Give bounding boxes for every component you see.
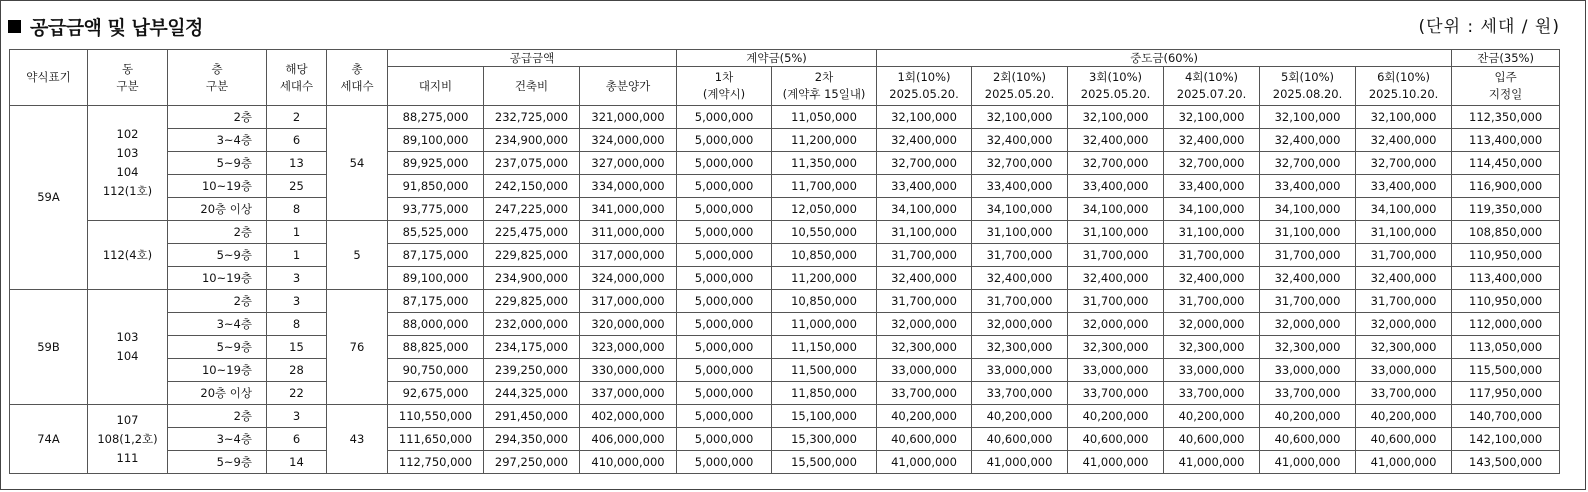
floor-cell: 5~9층 — [168, 152, 267, 175]
amount-cell: 32,100,000 — [1068, 106, 1164, 129]
amount-cell: 119,350,000 — [1452, 198, 1560, 221]
amount-cell: 32,100,000 — [1164, 106, 1260, 129]
amount-cell: 41,000,000 — [1164, 451, 1260, 474]
amount-cell: 89,100,000 — [388, 267, 484, 290]
type-cell: 74A — [10, 405, 88, 474]
amount-cell: 110,950,000 — [1452, 244, 1560, 267]
amount-cell: 85,525,000 — [388, 221, 484, 244]
amount-cell: 32,700,000 — [1260, 152, 1356, 175]
amount-cell: 32,400,000 — [972, 267, 1068, 290]
amount-cell: 110,550,000 — [388, 405, 484, 428]
amount-cell: 33,700,000 — [877, 382, 972, 405]
units-cell: 13 — [267, 152, 327, 175]
amount-cell: 33,000,000 — [1260, 359, 1356, 382]
amount-cell: 320,000,000 — [580, 313, 677, 336]
amount-cell: 234,900,000 — [484, 129, 580, 152]
table-row — [10, 313, 1560, 336]
amount-cell: 31,100,000 — [972, 221, 1068, 244]
amount-cell: 40,600,000 — [972, 428, 1068, 451]
amount-cell: 32,300,000 — [1164, 336, 1260, 359]
amount-cell: 115,500,000 — [1452, 359, 1560, 382]
amount-cell: 32,400,000 — [1260, 267, 1356, 290]
amount-cell: 5,000,000 — [677, 359, 772, 382]
amount-cell: 33,700,000 — [1164, 382, 1260, 405]
amount-cell: 31,100,000 — [1068, 221, 1164, 244]
amount-cell: 31,700,000 — [1164, 290, 1260, 313]
amount-cell: 92,675,000 — [388, 382, 484, 405]
amount-cell: 33,700,000 — [1068, 382, 1164, 405]
units-cell: 28 — [267, 359, 327, 382]
floor-cell: 3~4층 — [168, 428, 267, 451]
amount-cell: 33,400,000 — [1356, 175, 1452, 198]
amount-cell: 33,700,000 — [1356, 382, 1452, 405]
amount-cell: 32,400,000 — [972, 129, 1068, 152]
floor-cell: 2층 — [168, 221, 267, 244]
amount-cell: 5,000,000 — [677, 313, 772, 336]
floor-cell: 10~19층 — [168, 175, 267, 198]
amount-cell: 40,600,000 — [1164, 428, 1260, 451]
amount-cell: 32,000,000 — [972, 313, 1068, 336]
table-row — [10, 152, 1560, 175]
amount-cell: 321,000,000 — [580, 106, 677, 129]
amount-cell: 33,000,000 — [877, 359, 972, 382]
floor-cell: 3~4층 — [168, 129, 267, 152]
header-middle-1: 1회(10%) 2025.05.20. — [877, 67, 972, 106]
amount-cell: 11,150,000 — [772, 336, 877, 359]
amount-cell: 34,100,000 — [1164, 198, 1260, 221]
amount-cell: 32,000,000 — [1260, 313, 1356, 336]
amount-cell: 5,000,000 — [677, 405, 772, 428]
amount-cell: 32,100,000 — [1356, 106, 1452, 129]
units-cell: 6 — [267, 428, 327, 451]
amount-cell: 40,600,000 — [1068, 428, 1164, 451]
table-row — [10, 336, 1560, 359]
amount-cell: 242,150,000 — [484, 175, 580, 198]
header-middle-2: 2회(10%) 2025.05.20. — [972, 67, 1068, 106]
amount-cell: 32,400,000 — [1164, 267, 1260, 290]
floor-cell: 5~9층 — [168, 336, 267, 359]
floor-cell: 2층 — [168, 405, 267, 428]
amount-cell: 232,725,000 — [484, 106, 580, 129]
floor-cell: 10~19층 — [168, 359, 267, 382]
amount-cell: 32,300,000 — [1260, 336, 1356, 359]
amount-cell: 32,300,000 — [1068, 336, 1164, 359]
floor-cell: 5~9층 — [168, 451, 267, 474]
header-middle-6: 6회(10%) 2025.10.20. — [1356, 67, 1452, 106]
type-cell: 59B — [10, 290, 88, 405]
header-land: 대지비 — [388, 67, 484, 106]
header-balance-1: 입주 지정일 — [1452, 67, 1560, 106]
amount-cell: 5,000,000 — [677, 106, 772, 129]
amount-cell: 5,000,000 — [677, 175, 772, 198]
header-contract-2: 2차 (계약후 15일내) — [772, 67, 877, 106]
amount-cell: 32,000,000 — [1164, 313, 1260, 336]
table-row — [10, 405, 1560, 428]
header-total: 총 세대수 — [327, 50, 388, 106]
amount-cell: 140,700,000 — [1452, 405, 1560, 428]
header-middle-3: 3회(10%) 2025.05.20. — [1068, 67, 1164, 106]
amount-cell: 234,175,000 — [484, 336, 580, 359]
amount-cell: 32,400,000 — [1356, 267, 1452, 290]
amount-cell: 31,700,000 — [877, 290, 972, 313]
header-building: 건축비 — [484, 67, 580, 106]
amount-cell: 410,000,000 — [580, 451, 677, 474]
amount-cell: 244,325,000 — [484, 382, 580, 405]
amount-cell: 40,600,000 — [1356, 428, 1452, 451]
total-units-cell: 54 — [327, 106, 388, 221]
table-row — [10, 382, 1560, 405]
amount-cell: 32,700,000 — [972, 152, 1068, 175]
header-middle: 중도금(60%) — [877, 50, 1452, 67]
amount-cell: 33,700,000 — [972, 382, 1068, 405]
amount-cell: 402,000,000 — [580, 405, 677, 428]
amount-cell: 40,600,000 — [1260, 428, 1356, 451]
amount-cell: 40,200,000 — [1068, 405, 1164, 428]
amount-cell: 114,450,000 — [1452, 152, 1560, 175]
amount-cell: 31,100,000 — [877, 221, 972, 244]
amount-cell: 317,000,000 — [580, 244, 677, 267]
square-bullet-icon — [8, 20, 21, 33]
amount-cell: 237,075,000 — [484, 152, 580, 175]
amount-cell: 5,000,000 — [677, 451, 772, 474]
amount-cell: 34,100,000 — [972, 198, 1068, 221]
amount-cell: 31,700,000 — [1068, 290, 1164, 313]
amount-cell: 10,850,000 — [772, 244, 877, 267]
amount-cell: 15,500,000 — [772, 451, 877, 474]
units-cell: 6 — [267, 129, 327, 152]
header-middle-5: 5회(10%) 2025.08.20. — [1260, 67, 1356, 106]
amount-cell: 11,200,000 — [772, 267, 877, 290]
amount-cell: 323,000,000 — [580, 336, 677, 359]
floor-cell: 2층 — [168, 290, 267, 313]
amount-cell: 327,000,000 — [580, 152, 677, 175]
table-body — [10, 106, 1560, 474]
amount-cell: 247,225,000 — [484, 198, 580, 221]
amount-cell: 31,100,000 — [1164, 221, 1260, 244]
amount-cell: 11,850,000 — [772, 382, 877, 405]
amount-cell: 33,400,000 — [877, 175, 972, 198]
amount-cell: 40,600,000 — [877, 428, 972, 451]
amount-cell: 112,750,000 — [388, 451, 484, 474]
amount-cell: 31,700,000 — [1164, 244, 1260, 267]
amount-cell: 32,100,000 — [877, 106, 972, 129]
amount-cell: 34,100,000 — [1260, 198, 1356, 221]
floor-cell: 10~19층 — [168, 267, 267, 290]
header-supply: 공급금액 — [388, 50, 677, 67]
amount-cell: 317,000,000 — [580, 290, 677, 313]
amount-cell: 34,100,000 — [1356, 198, 1452, 221]
amount-cell: 110,950,000 — [1452, 290, 1560, 313]
amount-cell: 239,250,000 — [484, 359, 580, 382]
amount-cell: 406,000,000 — [580, 428, 677, 451]
total-units-cell: 5 — [327, 221, 388, 290]
amount-cell: 12,050,000 — [772, 198, 877, 221]
amount-cell: 33,700,000 — [1260, 382, 1356, 405]
amount-cell: 91,850,000 — [388, 175, 484, 198]
amount-cell: 40,200,000 — [972, 405, 1068, 428]
amount-cell: 90,750,000 — [388, 359, 484, 382]
amount-cell: 32,400,000 — [1068, 129, 1164, 152]
supply-price-table — [9, 49, 1560, 474]
units-cell: 22 — [267, 382, 327, 405]
amount-cell: 31,700,000 — [972, 244, 1068, 267]
dong-cell: 107 108(1,2호) 111 — [88, 405, 168, 474]
amount-cell: 5,000,000 — [677, 129, 772, 152]
header-contract: 계약금(5%) — [677, 50, 877, 67]
amount-cell: 11,700,000 — [772, 175, 877, 198]
amount-cell: 229,825,000 — [484, 290, 580, 313]
amount-cell: 10,850,000 — [772, 290, 877, 313]
dong-cell: 102 103 104 112(1호) — [88, 106, 168, 221]
amount-cell: 113,400,000 — [1452, 129, 1560, 152]
amount-cell: 112,350,000 — [1452, 106, 1560, 129]
amount-cell: 297,250,000 — [484, 451, 580, 474]
amount-cell: 324,000,000 — [580, 129, 677, 152]
amount-cell: 32,000,000 — [1356, 313, 1452, 336]
table-row — [10, 451, 1560, 474]
units-cell: 2 — [267, 106, 327, 129]
amount-cell: 113,050,000 — [1452, 336, 1560, 359]
units-cell: 1 — [267, 221, 327, 244]
amount-cell: 40,200,000 — [1260, 405, 1356, 428]
floor-cell: 20층 이상 — [168, 198, 267, 221]
amount-cell: 108,850,000 — [1452, 221, 1560, 244]
amount-cell: 5,000,000 — [677, 428, 772, 451]
amount-cell: 93,775,000 — [388, 198, 484, 221]
amount-cell: 31,100,000 — [1260, 221, 1356, 244]
dong-cell: 103 104 — [88, 290, 168, 405]
amount-cell: 31,700,000 — [1356, 290, 1452, 313]
section-title — [8, 11, 203, 41]
amount-cell: 234,900,000 — [484, 267, 580, 290]
amount-cell: 33,400,000 — [1260, 175, 1356, 198]
amount-cell: 32,000,000 — [877, 313, 972, 336]
header-floor: 층 구분 — [168, 50, 267, 106]
amount-cell: 34,100,000 — [877, 198, 972, 221]
amount-cell: 5,000,000 — [677, 267, 772, 290]
amount-cell: 232,000,000 — [484, 313, 580, 336]
amount-cell: 32,400,000 — [877, 129, 972, 152]
amount-cell: 32,300,000 — [877, 336, 972, 359]
amount-cell: 88,825,000 — [388, 336, 484, 359]
amount-cell: 41,000,000 — [1068, 451, 1164, 474]
type-cell: 59A — [10, 106, 88, 290]
amount-cell: 33,000,000 — [972, 359, 1068, 382]
header-dong: 동 구분 — [88, 50, 168, 106]
amount-cell: 33,400,000 — [1068, 175, 1164, 198]
header-contract-1: 1차 (계약시) — [677, 67, 772, 106]
header-type: 약식표기 — [10, 50, 88, 106]
header-balance: 잔금(35%) — [1452, 50, 1560, 67]
amount-cell: 32,700,000 — [1068, 152, 1164, 175]
amount-cell: 330,000,000 — [580, 359, 677, 382]
header-units: 해당 세대수 — [267, 50, 327, 106]
amount-cell: 33,000,000 — [1068, 359, 1164, 382]
amount-cell: 32,700,000 — [877, 152, 972, 175]
amount-cell: 113,400,000 — [1452, 267, 1560, 290]
amount-cell: 41,000,000 — [972, 451, 1068, 474]
amount-cell: 31,700,000 — [1260, 290, 1356, 313]
amount-cell: 32,700,000 — [1356, 152, 1452, 175]
amount-cell: 31,700,000 — [877, 244, 972, 267]
amount-cell: 112,000,000 — [1452, 313, 1560, 336]
amount-cell: 142,100,000 — [1452, 428, 1560, 451]
amount-cell: 41,000,000 — [1356, 451, 1452, 474]
units-cell: 8 — [267, 313, 327, 336]
amount-cell: 31,700,000 — [1068, 244, 1164, 267]
amount-cell: 11,000,000 — [772, 313, 877, 336]
amount-cell: 31,700,000 — [1260, 244, 1356, 267]
floor-cell: 20층 이상 — [168, 382, 267, 405]
amount-cell: 89,100,000 — [388, 129, 484, 152]
amount-cell: 5,000,000 — [677, 198, 772, 221]
table-row — [10, 129, 1560, 152]
amount-cell: 15,100,000 — [772, 405, 877, 428]
amount-cell: 5,000,000 — [677, 152, 772, 175]
amount-cell: 334,000,000 — [580, 175, 677, 198]
amount-cell: 5,000,000 — [677, 290, 772, 313]
total-units-cell: 76 — [327, 290, 388, 405]
amount-cell: 88,000,000 — [388, 313, 484, 336]
amount-cell: 5,000,000 — [677, 336, 772, 359]
table-row — [10, 290, 1560, 313]
amount-cell: 311,000,000 — [580, 221, 677, 244]
amount-cell: 15,300,000 — [772, 428, 877, 451]
amount-cell: 33,000,000 — [1356, 359, 1452, 382]
units-cell: 25 — [267, 175, 327, 198]
amount-cell: 324,000,000 — [580, 267, 677, 290]
dong-cell: 112(4호) — [88, 221, 168, 290]
amount-cell: 33,000,000 — [1164, 359, 1260, 382]
amount-cell: 5,000,000 — [677, 221, 772, 244]
table-row — [10, 198, 1560, 221]
amount-cell: 32,400,000 — [1356, 129, 1452, 152]
table-row — [10, 428, 1560, 451]
units-cell: 14 — [267, 451, 327, 474]
amount-cell: 337,000,000 — [580, 382, 677, 405]
amount-cell: 41,000,000 — [877, 451, 972, 474]
amount-cell: 291,450,000 — [484, 405, 580, 428]
amount-cell: 32,300,000 — [1356, 336, 1452, 359]
floor-cell: 2층 — [168, 106, 267, 129]
amount-cell: 116,900,000 — [1452, 175, 1560, 198]
amount-cell: 33,400,000 — [1164, 175, 1260, 198]
units-cell: 15 — [267, 336, 327, 359]
amount-cell: 40,200,000 — [877, 405, 972, 428]
amount-cell: 11,350,000 — [772, 152, 877, 175]
amount-cell: 40,200,000 — [1164, 405, 1260, 428]
amount-cell: 294,350,000 — [484, 428, 580, 451]
amount-cell: 32,400,000 — [877, 267, 972, 290]
header-price: 총분양가 — [580, 67, 677, 106]
floor-cell: 5~9층 — [168, 244, 267, 267]
amount-cell: 32,400,000 — [1260, 129, 1356, 152]
amount-cell: 111,650,000 — [388, 428, 484, 451]
table-row — [10, 221, 1560, 244]
table-row — [10, 106, 1560, 129]
unit-note: (단위 : 세대 / 원) — [1418, 17, 1560, 37]
amount-cell: 11,050,000 — [772, 106, 877, 129]
amount-cell: 229,825,000 — [484, 244, 580, 267]
table-row — [10, 267, 1560, 290]
units-cell: 3 — [267, 405, 327, 428]
floor-cell: 3~4층 — [168, 313, 267, 336]
amount-cell: 33,400,000 — [972, 175, 1068, 198]
amount-cell: 5,000,000 — [677, 244, 772, 267]
amount-cell: 41,000,000 — [1260, 451, 1356, 474]
amount-cell: 32,400,000 — [1068, 267, 1164, 290]
amount-cell: 341,000,000 — [580, 198, 677, 221]
header-middle-4: 4회(10%) 2025.07.20. — [1164, 67, 1260, 106]
header-row-1 — [10, 50, 1560, 67]
amount-cell: 88,275,000 — [388, 106, 484, 129]
amount-cell: 11,200,000 — [772, 129, 877, 152]
amount-cell: 225,475,000 — [484, 221, 580, 244]
amount-cell: 40,200,000 — [1356, 405, 1452, 428]
amount-cell: 32,100,000 — [972, 106, 1068, 129]
total-units-cell: 43 — [327, 405, 388, 474]
amount-cell: 117,950,000 — [1452, 382, 1560, 405]
amount-cell: 32,100,000 — [1260, 106, 1356, 129]
amount-cell: 32,000,000 — [1068, 313, 1164, 336]
amount-cell: 31,700,000 — [1356, 244, 1452, 267]
amount-cell: 89,925,000 — [388, 152, 484, 175]
table-row — [10, 359, 1560, 382]
table-row — [10, 175, 1560, 198]
amount-cell: 143,500,000 — [1452, 451, 1560, 474]
units-cell: 3 — [267, 290, 327, 313]
table-row — [10, 244, 1560, 267]
units-cell: 3 — [267, 267, 327, 290]
amount-cell: 31,100,000 — [1356, 221, 1452, 244]
amount-cell: 32,300,000 — [972, 336, 1068, 359]
amount-cell: 11,500,000 — [772, 359, 877, 382]
amount-cell: 5,000,000 — [677, 382, 772, 405]
amount-cell: 31,700,000 — [972, 290, 1068, 313]
section-title-text: 공급금액 및 납부일정 — [30, 16, 203, 39]
amount-cell: 10,550,000 — [772, 221, 877, 244]
amount-cell: 87,175,000 — [388, 290, 484, 313]
amount-cell: 87,175,000 — [388, 244, 484, 267]
units-cell: 1 — [267, 244, 327, 267]
units-cell: 8 — [267, 198, 327, 221]
amount-cell: 32,400,000 — [1164, 129, 1260, 152]
amount-cell: 34,100,000 — [1068, 198, 1164, 221]
amount-cell: 32,700,000 — [1164, 152, 1260, 175]
